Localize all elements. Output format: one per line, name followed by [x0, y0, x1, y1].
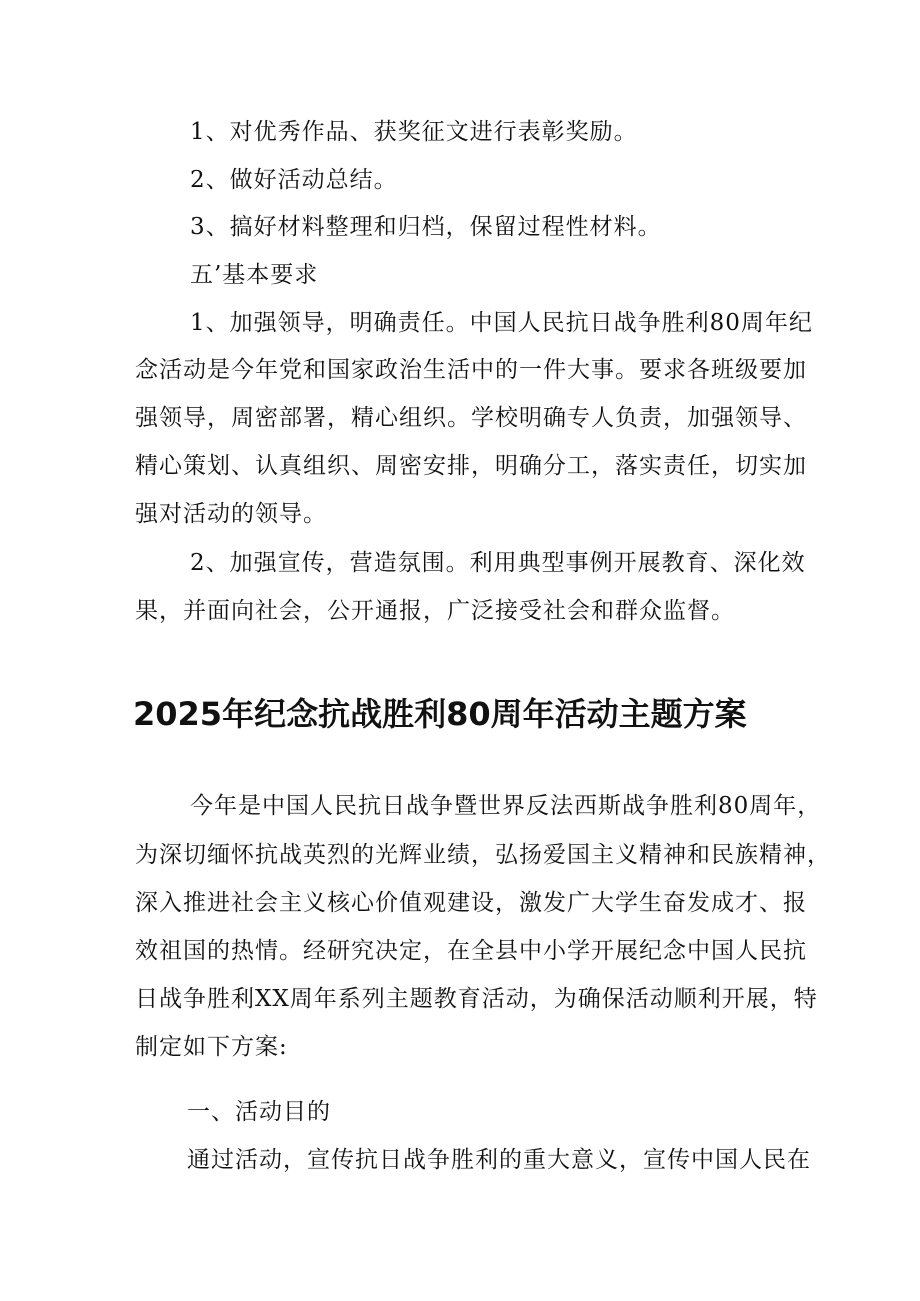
list-item-commend-works: 1、对优秀作品、获奖征文进行表彰奖励。 — [190, 119, 638, 145]
paragraph-line: 强领导，周密部署，精心组织。学校明确专人负责，加强领导、 — [135, 405, 807, 431]
document-title: 2025年纪念抗战胜利80周年活动主题方案 — [133, 695, 747, 733]
paragraph-line: 2、加强宣传，营造氛围。利用典型事例开展教育、深化效 — [190, 550, 806, 576]
list-item-archive-materials: 3、搞好材料整理和归档，保留过程性材料。 — [190, 214, 662, 240]
section-heading-activity-purpose: 一、活动目的 — [187, 1099, 331, 1125]
list-item-activity-summary: 2、做好活动总结。 — [190, 167, 398, 193]
paragraph-line: 通过活动，宣传抗日战争胜利的重大意义，宣传中国人民在 — [187, 1147, 811, 1173]
section-heading-basic-requirements: 五’基本要求 — [190, 262, 319, 288]
paragraph-line: 念活动是今年党和国家政治生活中的一件大事。要求各班级要加 — [135, 357, 807, 383]
paragraph-line: 效祖国的热情。经研究决定，在全县中小学开展纪念中国人民抗 — [135, 938, 807, 964]
paragraph-line: 今年是中国人民抗日战争暨世界反法西斯战争胜利80周年， — [190, 793, 822, 819]
paragraph-line: 精心策划、认真组织、周密安排，明确分工，落实责任，切实加 — [135, 453, 807, 479]
paragraph-line: 日战争胜利XX周年系列主题教育活动，为确保活动顺利开展，特 — [135, 986, 818, 1012]
paragraph-line: 强对活动的领导。 — [135, 501, 327, 527]
paragraph-line: 1、加强领导，明确责任。中国人民抗日战争胜利80周年纪 — [190, 310, 813, 336]
paragraph-line: 制定如下方案: — [135, 1034, 288, 1060]
paragraph-line: 为深切缅怀抗战英烈的光辉业绩，弘扬爱国主义精神和民族精神， — [135, 842, 831, 868]
paragraph-line: 深入推进社会主义核心价值观建设，激发广大学生奋发成才、报 — [135, 890, 807, 916]
paragraph-line: 果，并面向社会，公开通报，广泛接受社会和群众监督。 — [135, 598, 735, 624]
